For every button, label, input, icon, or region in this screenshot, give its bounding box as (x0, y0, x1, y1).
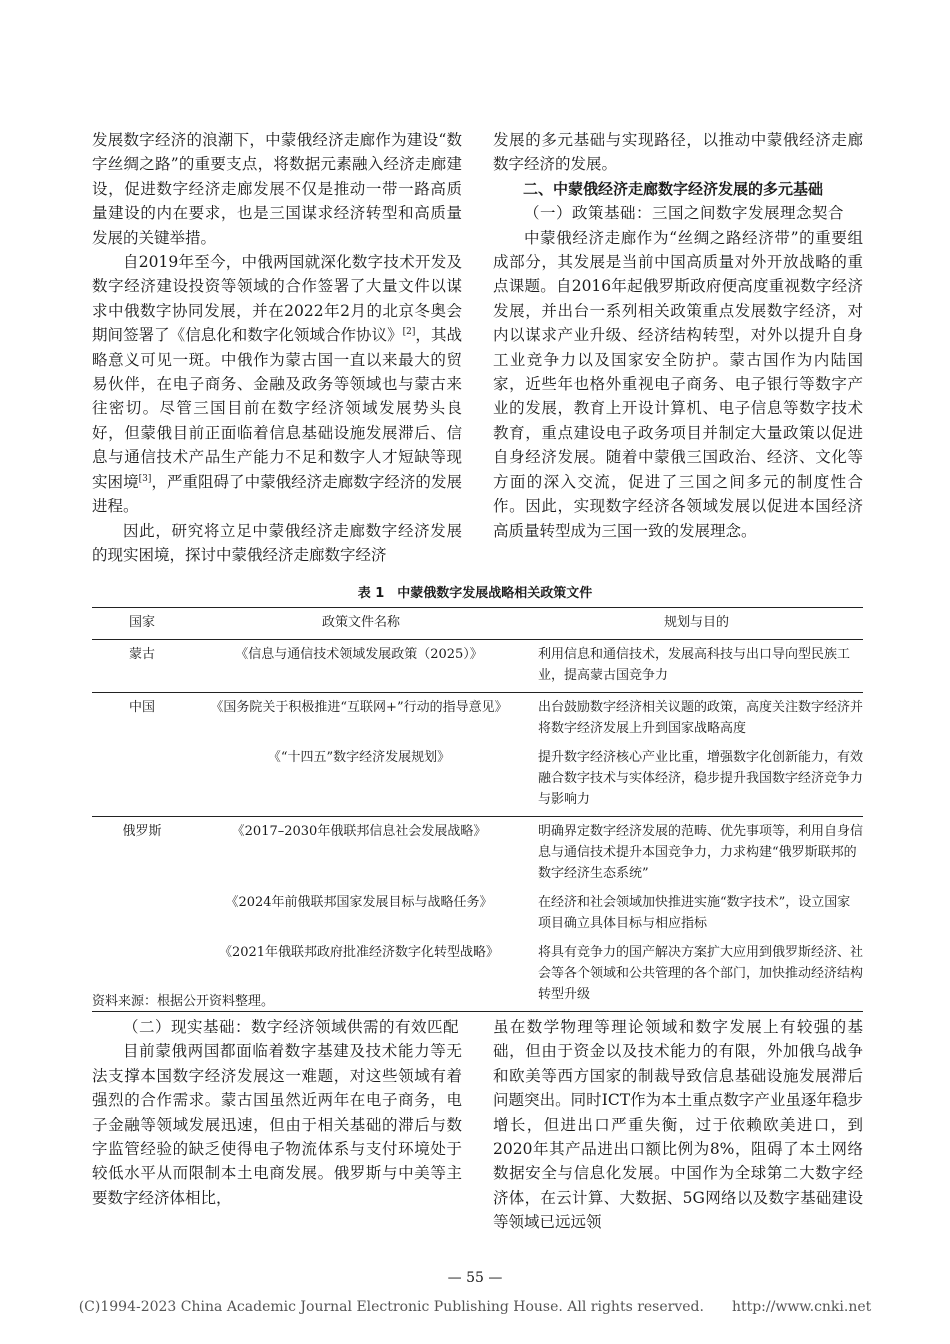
citation: [3] (138, 473, 152, 484)
paragraph: 虽在数学物理等理论领域和数字发展上有较强的基础，但由于资金以及技术能力的有限，外加俄乌战争和欧美等西方国家的制裁导致信息基础设施发展滞后问题突出。同时ICT作为本土重点数字产业虽逐年稳步增长，但进出口严重失衡，过于依赖欧美进口，到2020年其产品进出口额比例为8%，阻碍了本土网络数据安全与信息化发展。中国作为全球第二大数字经济体，在云计算、大数据、5G网络以及数字基础建设等领域已远远领 (493, 1018, 863, 1232)
citation: [2] (402, 327, 416, 338)
paragraph: 发展的多元基础与实现路径，以推动中蒙俄经济走廊数字经济的发展。 (493, 131, 863, 174)
purpose-cell: 将具有竞争力的国产解决方案扩大应用到俄罗斯经济、社会等各个领域和公共管理的各个部门，加快推动经济结构转型升级 (530, 938, 863, 1012)
text: ，严重阻碍了中蒙俄经济走廊数字经济的发展进程。 (92, 472, 462, 516)
left-column-bottom (92, 1015, 462, 1210)
country-cell: 蒙古 (92, 640, 192, 693)
table-row (92, 888, 863, 938)
table-header-row (92, 608, 863, 640)
right-column-bottom (493, 1015, 863, 1235)
copyright-notice: (C)1994-2023 China Academic Journal Electronic Publishing House. All rights reserved. http://www.cnki.net (78, 1299, 872, 1315)
column-header: 国家 (92, 608, 192, 640)
country-cell: 俄罗斯 (122, 824, 162, 839)
text: ，其战略意义可见一斑。中俄作为蒙古国一直以来最大的贸易伙伴，在电子商务、金融及政务等领域也与蒙古来往密切。尽管三国目前在数字经济领域发展势头良好，但蒙俄目前正面临着信息基础设施发展滞后、信息与通信技术产品生产能力不足和数字人才短缺等现实困境 (92, 326, 462, 491)
table-row (92, 640, 863, 693)
policy-table (92, 607, 863, 1012)
paragraph: 因此，研究将立足中蒙俄经济走廊数字经济发展的现实困境，探讨中蒙俄经济走廊数字经济 (92, 521, 462, 564)
document-cell: 《信息与通信技术领域发展政策（2025）》 (192, 640, 530, 693)
table-row (92, 817, 863, 889)
document-cell: 《2024年前俄联邦国家发展目标与战略任务》 (225, 895, 493, 910)
purpose-cell: 明确界定数字经济发展的范畴、优先事项等，利用自身信息与通信技术提升本国竞争力，力求构建“俄罗斯联邦的数字经济生态系统” (538, 824, 864, 881)
left-column-top (92, 128, 462, 567)
text: 自2019年至今，中俄两国就深化数字技术开发及数字经济建设投资等领域的合作签署了大量文件以谋求中俄数字协同发展，并在2022年2月的北京冬奥会期间签署了《信息化和数字化领域合作协议》 (92, 253, 462, 345)
paragraph: 发展数字经济的浪潮下，中蒙俄经济走廊作为建设“数字丝绸之路”的重要支点，将数据元素融入经济走廊建设，促进数字经济走廊发展不仅是推动一带一路高质量建设的内在要求，也是三国谋求经济转型和高质量发展的关键举措。 (92, 131, 462, 247)
paragraph (92, 250, 462, 518)
subsection-heading: （二）现实基础：数字经济领域供需的有效匹配 (123, 1018, 460, 1036)
table-row (92, 743, 863, 817)
page-number: — 55 — (447, 1270, 503, 1286)
column-header: 政策文件名称 (192, 608, 530, 640)
paragraph: 中蒙俄经济走廊作为“丝绸之路经济带”的重要组成部分，其发展是当前中国高质量对外开放战略的重点课题。自2016年起俄罗斯政府便高度重视数字经济发展，并出台一系列相关政策重点发展数字经济，对内以谋求产业升级、经济结构转型，对外以提升自身工业竞争力以及国家安全防护。蒙古国作为内陆国家，近些年也格外重视电子商务、电子银行等数字产业的发展，教育上开设计算机、电子信息等数字技术教育，重点建设电子政务项目并制定大量政策以促进自身经济发展。随着中蒙俄三国政治、经济、文化等方面的深入交流，促进了三国之间多元的制度性合作。因此，实现数字经济各领域发展以促进本国经济高质量转型成为三国一致的发展理念。 (493, 228, 863, 540)
section-heading: 二、中蒙俄经济走廊数字经济发展的多元基础 (523, 179, 824, 198)
paragraph: 目前蒙俄两国都面临着数字基建及技术能力等无法支撑本国数字经济发展这一难题，对这些领域有着强烈的合作需求。蒙古国虽然近两年在电子商务，电子金融等领域发展迅速，但由于相关基础的滞后与数字监管经验的缺乏使得电子物流体系与支付环境处于较低水平从而限制本土电商发展。俄罗斯与中美等主要数字经济体相比， (92, 1042, 462, 1207)
country-cell: 中国 (128, 700, 155, 715)
document-cell: 《“十四五”数字经济发展规划》 (192, 743, 530, 817)
purpose-cell: 提升数字经济核心产业比重，增强数字化创新能力，有效融合数字技术与实体经济，稳步提升我国数字经济竞争力与影响力 (530, 743, 863, 817)
country-cell (92, 743, 192, 817)
document-cell: 《2017–2030年俄联邦信息社会发展战略》 (231, 824, 487, 839)
country-cell (92, 888, 192, 938)
document-cell: 《2021年俄联邦政府批准经济数字化转型战略》 (192, 938, 530, 1012)
table-row (92, 693, 863, 744)
subsection-heading: （一）政策基础：三国之间数字发展理念契合 (524, 204, 845, 223)
column-header: 规划与目的 (530, 608, 863, 640)
table-source-note: 资料来源：根据公开资料整理。 (92, 994, 275, 1009)
right-column-top (493, 128, 863, 543)
purpose-cell: 利用信息和通信技术，发展高科技与出口导向型民族工业，提高蒙古国竞争力 (530, 640, 863, 693)
document-cell: 《国务院关于积极推进“互联网+”行动的指导意见》 (210, 700, 508, 715)
purpose-cell: 出台鼓励数字经济相关议题的政策，高度关注数字经济并将数字经济发展上升到国家战略高度 (538, 700, 864, 736)
table-caption: 表 1 中蒙俄数字发展战略相关政策文件 (357, 586, 593, 601)
purpose-cell: 在经济和社会领域加快推进实施“数字技术”，设立国家项目确立具体目标与相应指标 (538, 895, 851, 931)
